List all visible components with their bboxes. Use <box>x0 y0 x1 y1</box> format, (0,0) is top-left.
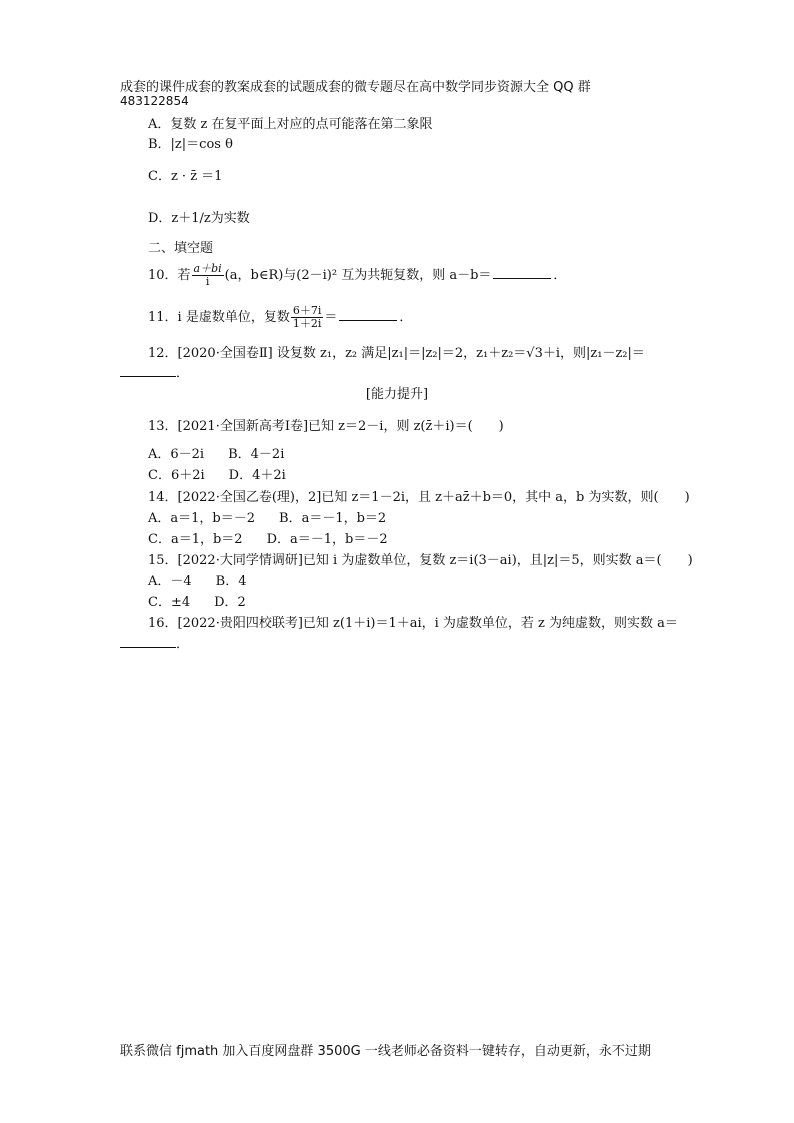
q16-stem: 16．[2022·贵阳四校联考]已知 z(1＋i)＝1＋ai，i 为虚数单位，若 z 为纯虚数，则实数 a＝ <box>148 616 678 631</box>
q14-options-row1 <box>148 507 386 526</box>
q9-option-a: A．复数 z 在复平面上对应的点可能落在第二象限 <box>148 117 433 132</box>
q16-end: ． <box>176 637 190 652</box>
q12-end: ． <box>176 366 190 381</box>
section-ability-title: [能力提升] <box>365 387 429 402</box>
q16-answer-line <box>120 633 189 652</box>
q13-option-a: A．6－2i <box>148 447 205 462</box>
q14-option-b: B．a＝－1，b＝2 <box>279 511 387 526</box>
q13-stem: 13．[2021·全国新高考Ⅰ卷]已知 z＝2－i，则 z(z̄＋i)＝( ) <box>148 419 504 434</box>
q15-options-row2 <box>148 591 246 610</box>
q12-answer-line <box>120 362 189 381</box>
q15-option-c: C．±4 <box>148 595 191 610</box>
q14-option-d: D．a＝－1，b＝－2 <box>266 532 388 547</box>
header-ad-line1: 成套的课件成套的教案成套的试题成套的微专题尽在高中数学同步资源大全 QQ 群 <box>120 80 591 95</box>
section-fill-in-heading: 二、填空题 <box>148 241 214 256</box>
q15-option-a: A．－4 <box>148 574 192 589</box>
q12-answer-blank[interactable] <box>120 366 176 377</box>
q10-frac-den: i <box>205 275 210 288</box>
header-ad-line2: 483122854 <box>120 94 189 108</box>
q13-option-d: D．4＋2i <box>228 468 286 483</box>
q11-rest: ＝ <box>324 310 338 325</box>
q15-option-d: D．2 <box>214 595 246 610</box>
q15-stem: 15．[2022·大同学情调研]已知 i 为虚数单位，复数 z＝i(3－ai)，且|z|＝5，则实数 a＝( ) <box>148 553 693 568</box>
q10-fraction <box>192 263 224 288</box>
q15-option-b: B．4 <box>215 574 247 589</box>
q10-frac-num: a＋bi <box>193 262 222 275</box>
q12-stem: 12．[2020·全国卷Ⅱ] 设复数 z₁，z₂ 满足|z₁|＝|z₂|＝2，z₁＋z₂＝√3＋i，则|z₁－z₂|＝ <box>148 346 645 361</box>
q9-option-c: C．z · z̄ ＝1 <box>148 169 223 184</box>
q13-options-row2 <box>148 464 286 483</box>
q10 <box>148 263 566 288</box>
q13-options-row1 <box>148 443 284 462</box>
q14-stem: 14．[2022·全国乙卷(理)，2]已知 z＝1－2i，且 z＋az̄＋b＝0，其中 a，b 为实数，则( ) <box>148 490 690 505</box>
q10-rest: (a，b∈R)与(2－i)² 互为共轭复数，则 a－b＝ <box>224 268 492 283</box>
q16-answer-blank[interactable] <box>120 637 176 648</box>
footer-ad: 联系微信 fjmath 加入百度网盘群 3500G 一线老师必备资料一键转存，自动更新，永不过期 <box>120 1044 651 1059</box>
q14-option-c: C．a＝1，b＝2 <box>148 532 243 547</box>
q11-frac-den: 1＋2i <box>292 317 322 330</box>
q9-option-b: B．|z|＝cos θ <box>148 137 233 152</box>
q11-prefix: 11．i 是虚数单位，复数 <box>148 310 290 325</box>
q15-options-row1 <box>148 570 247 589</box>
q14-option-a: A．a＝1，b＝－2 <box>148 511 256 526</box>
q11-fraction <box>291 305 324 330</box>
q10-answer-blank[interactable] <box>493 268 551 279</box>
q13-option-c: C．6＋2i <box>148 468 205 483</box>
q11-end: ． <box>399 310 413 325</box>
q13-option-b: B．4－2i <box>228 447 285 462</box>
q14-options-row2 <box>148 528 388 547</box>
q10-prefix: 10．若 <box>148 268 191 283</box>
q11 <box>148 305 412 330</box>
q10-end: ． <box>553 268 567 283</box>
q11-frac-num: 6＋7i <box>292 304 322 317</box>
q11-answer-blank[interactable] <box>339 310 397 321</box>
q9-option-d: D．z＋1/z为实数 <box>148 211 250 226</box>
